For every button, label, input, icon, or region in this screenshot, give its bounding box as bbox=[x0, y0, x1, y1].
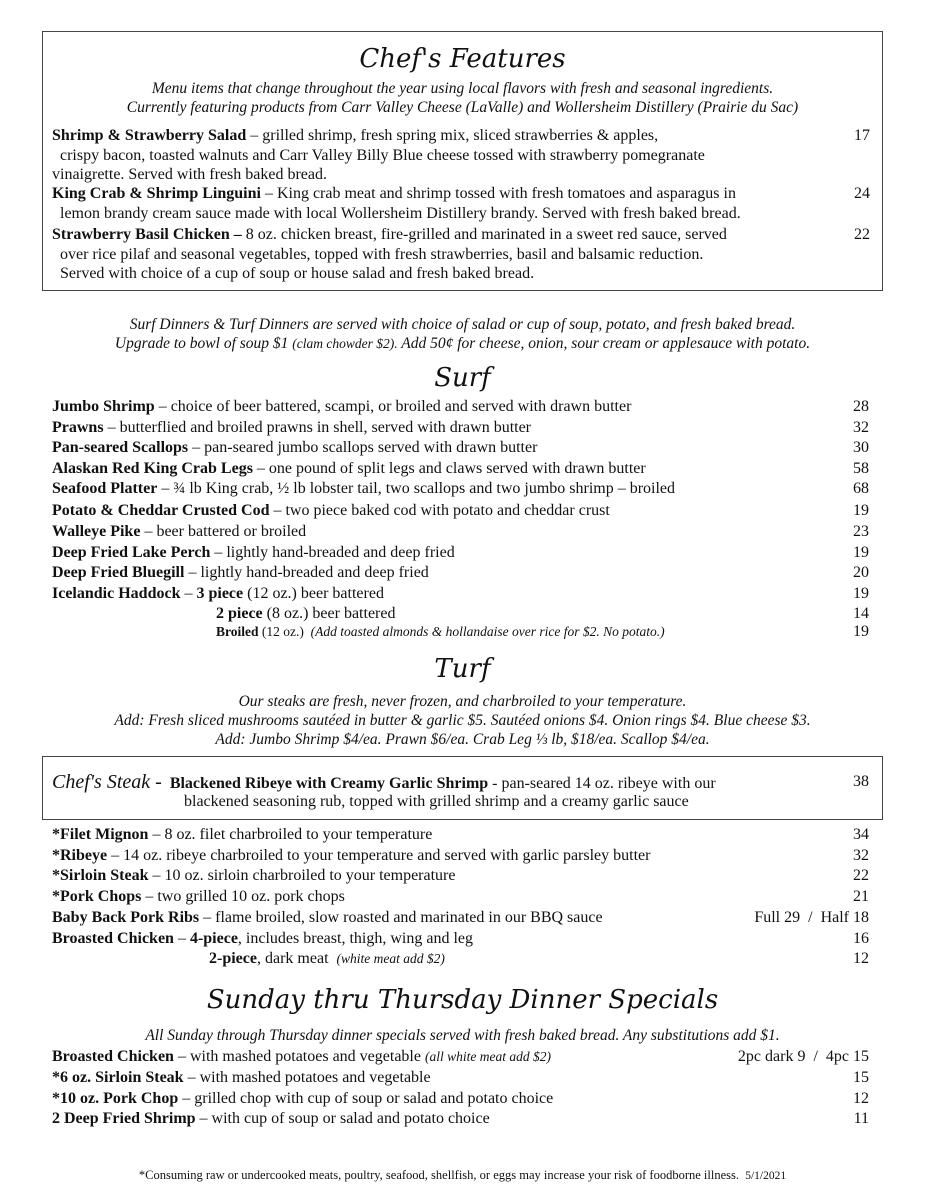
turf-intro-line-1: Our steaks are fresh, never frozen, and charbroiled to your temperature. bbox=[238, 693, 687, 710]
item-desc: – with cup of soup or salad and potato choice bbox=[195, 1110, 490, 1127]
item-price: 32 bbox=[853, 418, 869, 436]
item-name: Prawns bbox=[52, 418, 104, 436]
menu-item-row bbox=[52, 846, 869, 867]
item-name: Baby Back Pork Ribs bbox=[52, 909, 200, 926]
item-price: 19 bbox=[853, 543, 869, 561]
chefs-features-title: Chef's Features bbox=[359, 44, 566, 74]
item-desc: – lightly hand-breaded and deep fried bbox=[210, 543, 455, 561]
item-price: 20 bbox=[853, 564, 869, 581]
menu-item-row bbox=[52, 501, 869, 522]
footer-date: 5/1/2021 bbox=[745, 1170, 787, 1182]
feature-item-price: 22 bbox=[854, 226, 870, 243]
item-price: 12 bbox=[853, 1090, 869, 1107]
item-name: 2 Deep Fried Shrimp bbox=[52, 1110, 196, 1127]
item-price: Full 29 / Half 18 bbox=[754, 909, 869, 926]
item-name: Jumbo Shrimp bbox=[52, 398, 155, 415]
item-desc: – lightly hand-breaded and deep fried bbox=[184, 564, 429, 581]
item-desc: – two piece baked cod with potato and cheddar crust bbox=[269, 501, 610, 519]
item-price: 68 bbox=[853, 480, 869, 497]
item-name: Blackened Ribeye with Creamy Garlic Shrimp bbox=[169, 775, 489, 792]
item-desc: – two grilled 10 oz. pork chops bbox=[141, 888, 345, 905]
menu-item-row bbox=[52, 1109, 869, 1130]
item-name: Icelandic Haddock bbox=[52, 585, 181, 602]
dinners-note-line-2: Upgrade to bowl of soup $1 (clam chowder $2). Add 50¢ for cheese, onion, sour cream or applesauce with potato. bbox=[114, 335, 811, 352]
item-desc: – one pound of split legs and claws served with drawn butter bbox=[252, 459, 646, 477]
menu-item-row: Broasted Chicken – with mashed potatoes and vegetable (all white meat add $2) 2pc dark 9 / 4pc 15 bbox=[52, 1047, 869, 1068]
haddock-row-3: Broiled (12 oz.) (Add toasted almonds & hollandaise over rice for $2. No potato.) 19 bbox=[52, 622, 869, 643]
haddock-row-1: Icelandic Haddock – 3 piece (12 oz.) beer battered 19 bbox=[52, 584, 869, 605]
item-desc: – choice of beer battered, scampi, or broiled and served with drawn butter bbox=[154, 398, 632, 415]
item-name: Broasted Chicken bbox=[52, 930, 174, 947]
menu-item-row bbox=[52, 563, 869, 584]
feature-item bbox=[52, 225, 870, 284]
item-name: Deep Fried Bluegill bbox=[52, 564, 185, 581]
item-desc: – pan-seared jumbo scallops served with drawn butter bbox=[188, 439, 538, 456]
item-name: *Pork Chops bbox=[52, 888, 142, 905]
menu-item-row bbox=[52, 438, 869, 459]
item-desc: – 14 oz. ribeye charbroiled to your temperature and served with garlic parsley butter bbox=[107, 847, 651, 864]
item-name: *Ribeye bbox=[52, 847, 108, 864]
menu-item-row bbox=[52, 1068, 869, 1089]
menu-item-row bbox=[52, 418, 869, 439]
item-name: Alaskan Red King Crab Legs bbox=[52, 459, 253, 477]
chicken-row-2: 2-piece, dark meat (white meat add $2) 12 bbox=[52, 949, 869, 970]
item-price: 15 bbox=[853, 1069, 869, 1086]
feature-item bbox=[52, 184, 870, 223]
item-price: 19 bbox=[853, 623, 869, 640]
feature-item-desc-cont: lemon brandy cream sauce made with local Wollersheim Distillery brandy. Served with fresh baked bread. bbox=[60, 204, 741, 222]
item-name: Broasted Chicken bbox=[52, 1048, 174, 1065]
item-price: 16 bbox=[853, 930, 869, 947]
feature-item-desc-cont: vinaigrette. Served with fresh baked bread. bbox=[52, 166, 328, 183]
item-price: 30 bbox=[853, 439, 869, 456]
item-price: 22 bbox=[853, 867, 869, 884]
menu-item-row bbox=[52, 459, 869, 480]
item-name: Potato & Cheddar Crusted Cod bbox=[52, 501, 270, 519]
haddock-row-2: 2 piece (8 oz.) beer battered 14 bbox=[52, 604, 869, 625]
item-price: 32 bbox=[853, 847, 869, 864]
menu-item-row bbox=[52, 825, 869, 846]
menu-item-row bbox=[52, 479, 869, 500]
features-intro-line-2: Currently featuring products from Carr Valley Cheese (LaValle) and Wollersheim Distillery (Prairie du Sac) bbox=[126, 99, 799, 116]
chefs-steak-row-1: Chef's Steak - Blackened Ribeye with Creamy Garlic Shrimp - pan-seared 14 oz. ribeye with our 38 bbox=[52, 771, 869, 793]
feature-item-price: 17 bbox=[854, 127, 870, 144]
feature-item-desc-cont: crispy bacon, toasted walnuts and Carr Valley Billy Blue cheese tossed with strawberry pomegranate bbox=[60, 146, 705, 164]
feature-item-name: Strawberry Basil Chicken – bbox=[52, 226, 242, 243]
feature-item-desc-cont: over rice pilaf and seasonal vegetables, topped with fresh strawberries, basil and balsamic reduction. bbox=[60, 245, 704, 263]
item-desc: – with mashed potatoes and vegetable bbox=[183, 1069, 431, 1086]
feature-item-price: 24 bbox=[854, 185, 870, 202]
menu-item-row bbox=[52, 543, 869, 564]
item-desc: – butterflied and broiled prawns in shell, served with drawn butter bbox=[103, 418, 532, 436]
menu-item-row bbox=[52, 1089, 869, 1110]
item-desc: – beer battered or broiled bbox=[140, 522, 307, 540]
turf-intro-line-2: Add: Fresh sliced mushrooms sautéed in butter & garlic $5. Sautéed onions $4. Onion rings $4. Blue cheese $3. bbox=[114, 712, 811, 729]
specials-title: Sunday thru Thursday Dinner Specials bbox=[206, 985, 719, 1015]
item-name: Pan-seared Scallops bbox=[52, 439, 189, 456]
item-price: 28 bbox=[853, 398, 869, 415]
item-desc: – 10 oz. sirloin charbroiled to your temperature bbox=[148, 867, 456, 884]
item-price: 19 bbox=[853, 585, 869, 602]
feature-item-name: Shrimp & Strawberry Salad bbox=[52, 127, 247, 144]
item-desc: – flame broiled, slow roasted and marinated in our BBQ sauce bbox=[199, 909, 603, 926]
chefs-steak-label: Chef's Steak - bbox=[52, 771, 162, 793]
feature-item-desc: – grilled shrimp, fresh spring mix, sliced strawberries & apples, bbox=[246, 127, 659, 144]
features-intro-line-1: Menu items that change throughout the year using local flavors with fresh and seasonal ingredients. bbox=[151, 80, 774, 97]
item-price: 34 bbox=[853, 826, 869, 843]
item-desc: – grilled chop with cup of soup or salad and potato choice bbox=[178, 1090, 554, 1107]
item-name: *10 oz. Pork Chop bbox=[52, 1090, 179, 1107]
dinners-note-line-1: Surf Dinners & Turf Dinners are served with choice of salad or cup of soup, potato, and fresh baked bread. bbox=[129, 316, 796, 333]
item-price: 19 bbox=[853, 501, 869, 519]
menu-item-row bbox=[52, 866, 869, 887]
specials-intro: All Sunday through Thursday dinner specials served with fresh baked bread. Any substitutions add $1. bbox=[145, 1027, 780, 1044]
item-price: 38 bbox=[853, 773, 869, 790]
menu-item-row bbox=[52, 522, 869, 543]
feature-item-desc: 8 oz. chicken breast, fire-grilled and marinated in a sweet red sauce, served bbox=[241, 226, 727, 243]
feature-item-name: King Crab & Shrimp Linguini bbox=[52, 185, 261, 202]
item-desc: – 8 oz. filet charbroiled to your temperature bbox=[148, 826, 433, 843]
item-desc: – ¾ lb King crab, ½ lb lobster tail, two scallops and two jumbo shrimp – broiled bbox=[157, 480, 676, 497]
turf-intro-line-3: Add: Jumbo Shrimp $4/ea. Prawn $6/ea. Crab Leg ⅓ lb, $18/ea. Scallop $4/ea. bbox=[215, 731, 710, 748]
chefs-steak-row-2: blackened seasoning rub, topped with grilled shrimp and a creamy garlic sauce bbox=[184, 793, 689, 810]
surf-title: Surf bbox=[434, 363, 491, 393]
feature-item-desc: – King crab meat and shrimp tossed with fresh tomatoes and asparagus in bbox=[260, 185, 736, 202]
footer-warning: *Consuming raw or undercooked meats, poultry, seafood, shellfish, or eggs may increase your risk of foodborne illness. 5/1/2021 bbox=[138, 1168, 787, 1182]
item-name: *6 oz. Sirloin Steak bbox=[52, 1069, 184, 1086]
chicken-row-1: Broasted Chicken – 4-piece, includes breast, thigh, wing and leg 16 bbox=[52, 929, 869, 950]
item-price: 21 bbox=[853, 888, 869, 905]
item-price: 14 bbox=[853, 605, 869, 622]
item-name: Seafood Platter bbox=[52, 480, 158, 497]
menu-item-row bbox=[52, 887, 869, 908]
item-price: 12 bbox=[853, 950, 869, 967]
feature-item bbox=[52, 126, 870, 185]
turf-title: Turf bbox=[434, 654, 491, 684]
item-price: 58 bbox=[853, 459, 869, 477]
item-price: 2pc dark 9 / 4pc 15 bbox=[737, 1048, 869, 1065]
item-name: *Sirloin Steak bbox=[52, 867, 149, 884]
item-name: Walleye Pike bbox=[52, 522, 141, 540]
item-price: 11 bbox=[853, 1110, 869, 1127]
feature-item-desc-cont: Served with choice of a cup of soup or house salad and fresh baked bread. bbox=[60, 265, 535, 282]
menu-item-row bbox=[52, 908, 869, 929]
item-name: Deep Fried Lake Perch bbox=[52, 543, 211, 561]
item-price: 23 bbox=[853, 522, 869, 540]
menu-item-row bbox=[52, 397, 869, 418]
item-name: *Filet Mignon bbox=[52, 826, 149, 843]
